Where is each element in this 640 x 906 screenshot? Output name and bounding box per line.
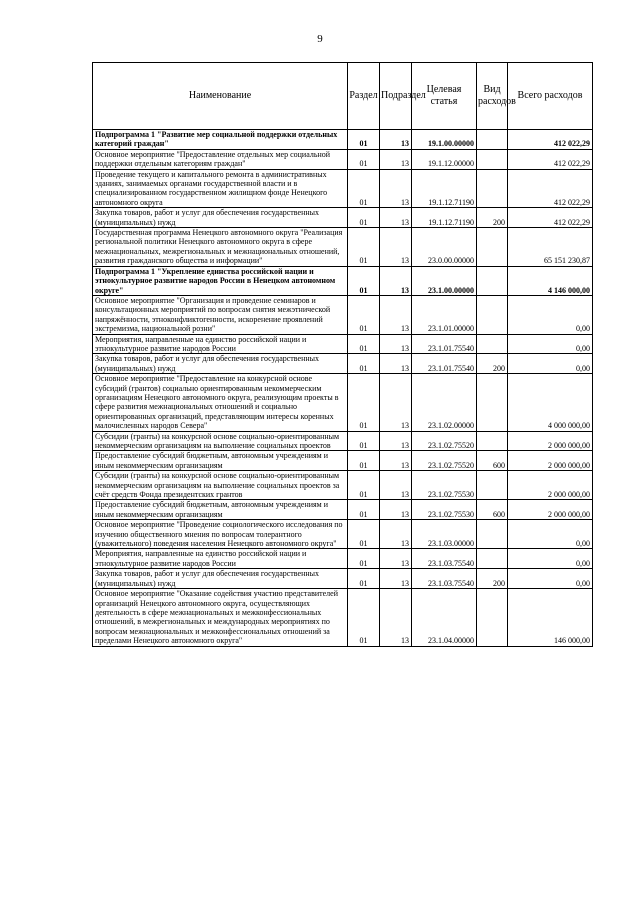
- table-row: [93, 169, 593, 208]
- row-expense-type-cell: [477, 228, 508, 267]
- row-target-cell: 23.1.00.00000: [412, 266, 477, 295]
- row-name-cell: Государственная программа Ненецкого автономного округа "Реализация региональной политики Ненецкого автономного округа в сфере межнациональных, межрегиональных и межнациональных отношений, развития гражданского общества и информации": [93, 228, 348, 267]
- row-name-cell: Подпрограмма 1 "Укрепление единства российской нации и этнокультурное развитие народов России в Ненецком автономном округе": [93, 266, 348, 295]
- row-total-cell: 65 151 230,87: [508, 228, 593, 267]
- row-subsection-cell: 13: [380, 354, 412, 374]
- table-row: [93, 208, 593, 228]
- header-expense-type: Вид расходов: [477, 63, 508, 130]
- row-expense-type-cell: [477, 589, 508, 646]
- page-number: 9: [317, 33, 323, 45]
- row-section-cell: 01: [348, 149, 380, 169]
- row-section-cell: 01: [348, 500, 380, 520]
- row-name-cell: Основное мероприятие "Организация и проведение семинаров и консультационных мероприятий по вопросам снятия межэтнической напряжённости, этноконфликтогенности, искоренение проявлений экстремизма, национальной розни": [93, 295, 348, 334]
- row-target-cell: 19.1.12.71190: [412, 208, 477, 228]
- row-subsection-cell: 13: [380, 149, 412, 169]
- row-target-cell: 23.1.02.75530: [412, 500, 477, 520]
- header-section: Раздел: [348, 63, 380, 130]
- table-row: [93, 520, 593, 549]
- row-target-cell: 23.1.02.75520: [412, 431, 477, 451]
- table-body: [93, 130, 593, 647]
- row-total-cell: 412 022,29: [508, 208, 593, 228]
- row-total-cell: 2 000 000,00: [508, 471, 593, 500]
- row-target-cell: 23.1.02.00000: [412, 374, 477, 431]
- row-total-cell: 2 000 000,00: [508, 500, 593, 520]
- table-row: [93, 500, 593, 520]
- row-subsection-cell: 13: [380, 374, 412, 431]
- row-name-cell: Мероприятия, направленные на единство российской нации и этнокультурное развитие народов России: [93, 549, 348, 569]
- row-subsection-cell: 13: [380, 228, 412, 267]
- row-name-cell: Закупка товаров, работ и услуг для обеспечения государственных (муниципальных) нужд: [93, 208, 348, 228]
- row-total-cell: 2 000 000,00: [508, 431, 593, 451]
- header-target: Целевая статья: [412, 63, 477, 130]
- row-expense-type-cell: [477, 471, 508, 500]
- row-subsection-cell: 13: [380, 266, 412, 295]
- row-subsection-cell: 13: [380, 451, 412, 471]
- row-subsection-cell: 13: [380, 500, 412, 520]
- row-expense-type-cell: 600: [477, 500, 508, 520]
- table-row: [93, 374, 593, 431]
- row-expense-type-cell: [477, 334, 508, 354]
- row-expense-type-cell: [477, 149, 508, 169]
- row-name-cell: Основное мероприятие "Оказание содействия участию представителей организаций Ненецкого автономного округа, осуществляющих деятельность в сфере межнациональных и межконфессиональных отношений, в межрегиональных и международных мероприятиях по вопросам межнациональных и межконфессиональных отношений за пределами Ненецкого автономного округа": [93, 589, 348, 646]
- row-name-cell: Проведение текущего и капитального ремонта в административных зданиях, занимаемых органами государственной власти и в специализированном государственном жилищном фонде Ненецкого автономного округа: [93, 169, 348, 208]
- table-row: [93, 354, 593, 374]
- row-subsection-cell: 13: [380, 169, 412, 208]
- row-expense-type-cell: [477, 130, 508, 150]
- row-expense-type-cell: [477, 295, 508, 334]
- row-name-cell: Подпрограмма 1 "Развитие мер социальной поддержки отдельных категорий граждан": [93, 130, 348, 150]
- row-section-cell: 01: [348, 228, 380, 267]
- row-expense-type-cell: [477, 549, 508, 569]
- row-subsection-cell: 13: [380, 569, 412, 589]
- table-row: [93, 549, 593, 569]
- row-section-cell: 01: [348, 431, 380, 451]
- row-total-cell: 0,00: [508, 520, 593, 549]
- row-section-cell: 01: [348, 130, 380, 150]
- row-name-cell: Субсидии (гранты) на конкурсной основе социально-ориентированным некоммерческим организациям на выполнение социальных проектов: [93, 431, 348, 451]
- row-expense-type-cell: [477, 266, 508, 295]
- row-target-cell: 23.1.03.75540: [412, 569, 477, 589]
- table-row: [93, 569, 593, 589]
- row-total-cell: 0,00: [508, 549, 593, 569]
- row-target-cell: 23.1.02.75530: [412, 471, 477, 500]
- row-section-cell: 01: [348, 471, 380, 500]
- table-row: [93, 589, 593, 646]
- row-target-cell: 23.0.00.00000: [412, 228, 477, 267]
- row-name-cell: Предоставление субсидий бюджетным, автономным учреждениям и иным некоммерческим организациям: [93, 451, 348, 471]
- row-expense-type-cell: [477, 431, 508, 451]
- table-row: [93, 451, 593, 471]
- row-subsection-cell: 13: [380, 334, 412, 354]
- row-total-cell: 0,00: [508, 354, 593, 374]
- row-name-cell: Основное мероприятие "Предоставление отдельных мер социальной поддержки отдельным категориям граждан": [93, 149, 348, 169]
- header-total: Всего расходов: [508, 63, 593, 130]
- row-expense-type-cell: [477, 374, 508, 431]
- row-section-cell: 01: [348, 520, 380, 549]
- row-name-cell: Субсидии (гранты) на конкурсной основе социально-ориентированным некоммерческим организациям на выполнение социальных проектов за счёт средств Фонда президентских грантов: [93, 471, 348, 500]
- row-name-cell: Мероприятия, направленные на единство российской нации и этнокультурное развитие народов России: [93, 334, 348, 354]
- row-total-cell: 0,00: [508, 569, 593, 589]
- row-total-cell: 146 000,00: [508, 589, 593, 646]
- row-section-cell: 01: [348, 451, 380, 471]
- row-subsection-cell: 13: [380, 520, 412, 549]
- row-name-cell: Предоставление субсидий бюджетным, автономным учреждениям и иным некоммерческим организациям: [93, 500, 348, 520]
- row-total-cell: 0,00: [508, 295, 593, 334]
- row-expense-type-cell: [477, 169, 508, 208]
- header-row: [93, 63, 593, 130]
- budget-table: [92, 62, 593, 647]
- row-section-cell: 01: [348, 549, 380, 569]
- table-row: [93, 334, 593, 354]
- row-section-cell: 01: [348, 354, 380, 374]
- row-subsection-cell: 13: [380, 295, 412, 334]
- row-section-cell: 01: [348, 208, 380, 228]
- row-target-cell: 23.1.01.75540: [412, 334, 477, 354]
- row-section-cell: 01: [348, 334, 380, 354]
- row-name-cell: Основное мероприятие "Предоставление на конкурсной основе субсидий (грантов) социально ориентированным некоммерческим организациям Ненецкого автономного округа, реализующим проекты в сфере развития межнациональных отношений и социально ориентированных организаций, представляющим интересы коренных малочисленных народов Севера": [93, 374, 348, 431]
- row-target-cell: 23.1.03.00000: [412, 520, 477, 549]
- table-row: [93, 228, 593, 267]
- row-subsection-cell: 13: [380, 549, 412, 569]
- row-total-cell: 412 022,29: [508, 169, 593, 208]
- row-section-cell: 01: [348, 569, 380, 589]
- row-total-cell: 412 022,29: [508, 130, 593, 150]
- row-expense-type-cell: [477, 520, 508, 549]
- table-row: [93, 295, 593, 334]
- header-name: Наименование: [93, 63, 348, 130]
- row-subsection-cell: 13: [380, 208, 412, 228]
- row-target-cell: 23.1.01.00000: [412, 295, 477, 334]
- row-section-cell: 01: [348, 295, 380, 334]
- table-row: [93, 130, 593, 150]
- row-subsection-cell: 13: [380, 589, 412, 646]
- row-total-cell: 4 000 000,00: [508, 374, 593, 431]
- row-expense-type-cell: 600: [477, 451, 508, 471]
- row-target-cell: 23.1.03.75540: [412, 549, 477, 569]
- table-row: [93, 149, 593, 169]
- row-subsection-cell: 13: [380, 471, 412, 500]
- row-target-cell: 23.1.02.75520: [412, 451, 477, 471]
- row-target-cell: 23.1.04.00000: [412, 589, 477, 646]
- row-section-cell: 01: [348, 169, 380, 208]
- row-total-cell: 4 146 000,00: [508, 266, 593, 295]
- row-subsection-cell: 13: [380, 130, 412, 150]
- row-subsection-cell: 13: [380, 431, 412, 451]
- table-row: [93, 266, 593, 295]
- row-expense-type-cell: 200: [477, 208, 508, 228]
- row-name-cell: Закупка товаров, работ и услуг для обеспечения государственных (муниципальных) нужд: [93, 569, 348, 589]
- row-name-cell: Закупка товаров, работ и услуг для обеспечения государственных (муниципальных) нужд: [93, 354, 348, 374]
- row-section-cell: 01: [348, 374, 380, 431]
- row-expense-type-cell: 200: [477, 354, 508, 374]
- row-target-cell: 19.1.12.00000: [412, 149, 477, 169]
- row-expense-type-cell: 200: [477, 569, 508, 589]
- table-row: [93, 471, 593, 500]
- row-section-cell: 01: [348, 589, 380, 646]
- row-name-cell: Основное мероприятие "Проведение социологического исследования по изучению общественного мнения по вопросам толерантного (уважительного) поведения населения Ненецкого автономного округа": [93, 520, 348, 549]
- row-total-cell: 2 000 000,00: [508, 451, 593, 471]
- row-total-cell: 412 022,29: [508, 149, 593, 169]
- table-row: [93, 431, 593, 451]
- row-target-cell: 23.1.01.75540: [412, 354, 477, 374]
- row-target-cell: 19.1.12.71190: [412, 169, 477, 208]
- row-total-cell: 0,00: [508, 334, 593, 354]
- row-section-cell: 01: [348, 266, 380, 295]
- header-subsection: Подраздел: [380, 63, 412, 130]
- row-target-cell: 19.1.00.00000: [412, 130, 477, 150]
